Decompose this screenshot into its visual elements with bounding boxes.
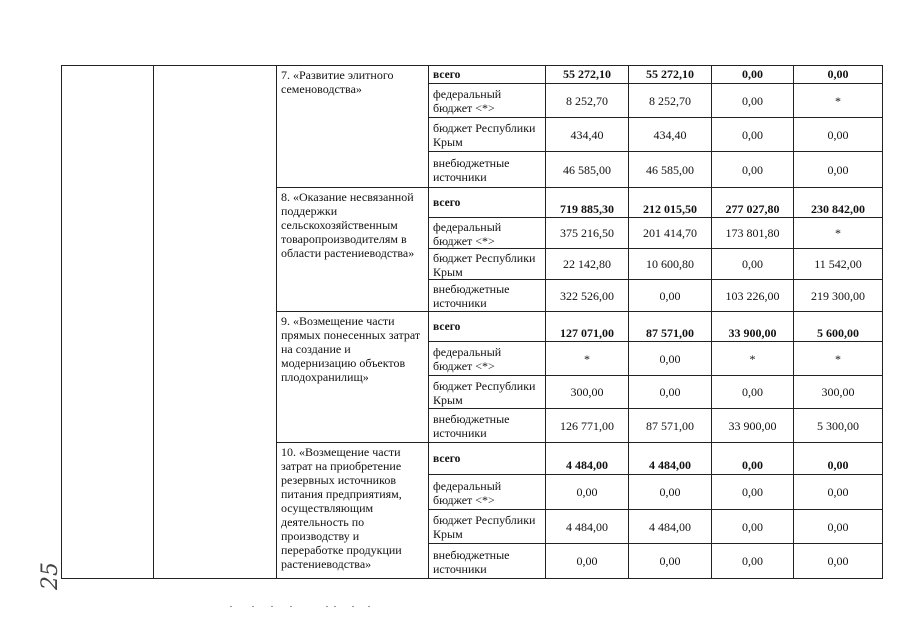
- amount-cell: [546, 118, 629, 152]
- funding-source-cell: всего: [429, 443, 546, 475]
- amount-value: 22 142,80: [563, 257, 611, 271]
- funding-source-cell: бюджет Республики Крым: [429, 376, 546, 409]
- event-name-cell: 10. «Возмещение части затрат на приобретение резервных источников питания предприятиям, осуществляющим деятельность по производству и переработке продукции растениеводства»: [277, 443, 429, 579]
- amount-value: 434,40: [653, 127, 687, 142]
- amount-cell: [629, 84, 712, 118]
- amount-cell: [546, 218, 629, 249]
- amount-cell: [546, 249, 629, 280]
- handwritten-page-number: 25: [38, 562, 63, 590]
- amount-cell: [712, 510, 794, 544]
- amount-cell: [546, 475, 629, 510]
- amount-value: 0,00: [659, 351, 681, 366]
- amount-value: 0,00: [659, 554, 681, 568]
- amount-value: 5 600,00: [817, 325, 859, 340]
- amount-value: 0,00: [827, 162, 849, 177]
- amount-value: 0,00: [742, 127, 763, 142]
- amount-cell: [712, 475, 794, 510]
- funding-source-cell: федеральный бюджет <*>: [429, 342, 546, 376]
- amount-cell: [629, 342, 712, 376]
- amount-value: 46 585,00: [563, 162, 611, 177]
- amount-cell: [712, 218, 794, 249]
- funding-source-cell: внебюджетные источники: [429, 280, 546, 312]
- amount-value: *: [835, 93, 841, 108]
- amount-cell: [629, 510, 712, 544]
- amount-cell: [546, 409, 629, 443]
- amount-cell: [712, 409, 794, 443]
- amount-value: *: [835, 226, 841, 240]
- amount-value: 0,00: [742, 485, 763, 499]
- amount-cell: [712, 280, 794, 312]
- blank-column-2: [154, 66, 277, 579]
- amount-cell: [546, 510, 629, 544]
- amount-value: 212 015,50: [643, 201, 697, 216]
- amount-value: 0,00: [659, 485, 681, 499]
- funding-source-cell: бюджет Республики Крым: [429, 118, 546, 152]
- amount-value: 219 300,00: [811, 288, 865, 303]
- amount-value: 719 885,30: [560, 201, 614, 216]
- amount-cell: [629, 280, 712, 312]
- amount-cell: [794, 376, 883, 409]
- amount-cell: [712, 249, 794, 280]
- budget-table: [61, 65, 883, 579]
- amount-cell: [546, 312, 629, 342]
- funding-source-cell: бюджет Республики Крым: [429, 249, 546, 280]
- amount-value: 0,00: [827, 519, 849, 534]
- amount-value: 4 484,00: [566, 457, 608, 472]
- funding-source-cell: внебюджетные источники: [429, 544, 546, 579]
- amount-cell: [629, 152, 712, 188]
- funding-source-cell: всего: [429, 188, 546, 218]
- amount-value: 5 300,00: [817, 418, 859, 433]
- amount-cell: [546, 376, 629, 409]
- amount-cell: [712, 376, 794, 409]
- amount-cell: [546, 544, 629, 579]
- amount-value: 0,00: [827, 554, 849, 568]
- amount-cell: [546, 84, 629, 118]
- amount-value: 0,00: [827, 485, 849, 499]
- amount-cell: [629, 544, 712, 579]
- amount-cell: [546, 188, 629, 218]
- amount-value: 375 216,50: [560, 226, 614, 240]
- amount-cell: [629, 376, 712, 409]
- amount-value: 8 252,70: [649, 93, 691, 108]
- event-name-cell: 8. «Оказание несвязанной поддержки сельскохозяйственным товаропроизводителям в области растениеводства»: [277, 188, 429, 312]
- amount-value: 87 571,00: [646, 325, 694, 340]
- amount-value: 0,00: [742, 257, 763, 271]
- amount-cell: [546, 66, 629, 84]
- funding-source-cell: внебюджетные источники: [429, 152, 546, 188]
- amount-value: *: [584, 351, 590, 366]
- amount-value: 0,00: [742, 554, 763, 568]
- funding-source-cell: федеральный бюджет <*>: [429, 475, 546, 510]
- amount-value: *: [835, 351, 841, 366]
- amount-cell: [794, 475, 883, 510]
- funding-source-cell: федеральный бюджет <*>: [429, 218, 546, 249]
- amount-value: 0,00: [827, 67, 849, 81]
- amount-value: 0,00: [827, 457, 849, 472]
- amount-cell: [712, 118, 794, 152]
- funding-source-cell: внебюджетные источники: [429, 409, 546, 443]
- event-name-cell: 9. «Возмещение части прямых понесенных затрат на создание и модернизацию объектов плодохранилищ»: [277, 312, 429, 443]
- amount-cell: [629, 249, 712, 280]
- amount-cell: [629, 443, 712, 475]
- amount-cell: [794, 280, 883, 312]
- amount-cell: [629, 188, 712, 218]
- amount-value: 33 900,00: [728, 325, 777, 340]
- amount-cell: [629, 118, 712, 152]
- amount-cell: [712, 66, 794, 84]
- amount-value: *: [749, 351, 756, 366]
- amount-cell: [629, 66, 712, 84]
- funding-source-cell: федеральный бюджет <*>: [429, 84, 546, 118]
- amount-cell: [794, 84, 883, 118]
- amount-value: 0,00: [576, 554, 598, 568]
- amount-cell: [629, 475, 712, 510]
- amount-cell: [794, 66, 883, 84]
- amount-cell: [794, 342, 883, 376]
- amount-value: 300,00: [821, 385, 855, 399]
- amount-value: 322 526,00: [560, 288, 614, 303]
- amount-value: 300,00: [570, 385, 604, 399]
- amount-value: 4 484,00: [649, 457, 691, 472]
- amount-cell: [794, 409, 883, 443]
- scan-artifact: [230, 604, 390, 610]
- amount-value: 201 414,70: [643, 226, 697, 240]
- funding-source-cell: всего: [429, 312, 546, 342]
- event-name-cell: 7. «Развитие элитного семеноводства»: [277, 66, 429, 188]
- amount-value: 0,00: [576, 485, 598, 499]
- amount-cell: [794, 544, 883, 579]
- amount-cell: [629, 218, 712, 249]
- amount-cell: [712, 544, 794, 579]
- amount-cell: [546, 342, 629, 376]
- amount-value: 4 484,00: [649, 519, 691, 534]
- amount-value: 126 771,00: [560, 418, 614, 433]
- amount-cell: [712, 188, 794, 218]
- amount-value: 0,00: [742, 519, 763, 534]
- amount-value: 4 484,00: [566, 519, 608, 534]
- amount-value: 0,00: [659, 288, 681, 303]
- amount-value: 103 226,00: [725, 288, 780, 303]
- amount-cell: [794, 118, 883, 152]
- amount-cell: [546, 280, 629, 312]
- amount-cell: [794, 218, 883, 249]
- amount-cell: [794, 152, 883, 188]
- amount-cell: [629, 312, 712, 342]
- amount-cell: [794, 249, 883, 280]
- amount-cell: [794, 188, 883, 218]
- amount-value: 55 272,10: [563, 67, 611, 81]
- amount-value: 0,00: [742, 457, 763, 472]
- amount-value: 0,00: [827, 127, 849, 142]
- amount-value: 434,40: [570, 127, 604, 142]
- amount-value: 0,00: [742, 93, 763, 108]
- table-row: [62, 66, 883, 84]
- amount-value: 0,00: [659, 385, 681, 399]
- amount-value: 0,00: [742, 162, 763, 177]
- amount-value: 11 542,00: [814, 257, 862, 271]
- amount-cell: [712, 443, 794, 475]
- amount-value: 46 585,00: [646, 162, 694, 177]
- amount-value: 8 252,70: [566, 93, 608, 108]
- amount-cell: [546, 152, 629, 188]
- amount-cell: [712, 342, 794, 376]
- amount-value: 10 600,80: [646, 257, 694, 271]
- amount-value: 0,00: [742, 67, 763, 81]
- amount-value: 55 272,10: [646, 67, 694, 81]
- amount-value: 127 071,00: [560, 325, 614, 340]
- amount-cell: [794, 510, 883, 544]
- funding-source-cell: всего: [429, 66, 546, 84]
- amount-cell: [794, 312, 883, 342]
- amount-cell: [712, 152, 794, 188]
- amount-value: 87 571,00: [646, 418, 694, 433]
- amount-cell: [712, 312, 794, 342]
- blank-column-1: [62, 66, 154, 579]
- amount-cell: [629, 409, 712, 443]
- amount-cell: [712, 84, 794, 118]
- amount-value: 277 027,80: [725, 201, 780, 216]
- amount-cell: [794, 443, 883, 475]
- amount-value: 173 801,80: [725, 226, 780, 240]
- amount-value: 33 900,00: [728, 418, 777, 433]
- funding-source-cell: бюджет Республики Крым: [429, 510, 546, 544]
- amount-value: 230 842,00: [811, 201, 865, 216]
- amount-cell: [546, 443, 629, 475]
- amount-value: 0,00: [742, 385, 763, 399]
